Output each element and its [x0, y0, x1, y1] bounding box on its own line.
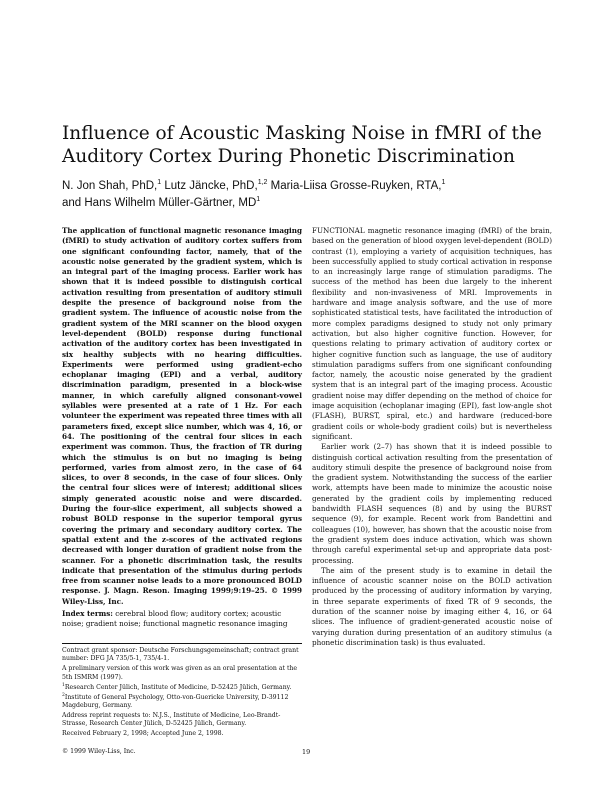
footnote-mark: 2	[62, 692, 65, 698]
author-affiliation-mark: 1	[256, 196, 261, 204]
footnote-text: Contract grant sponsor: Deutsche Forschungsgemeinschaft; contract grant number: DFG JA 735/5-1, 735/4-1.	[62, 647, 299, 663]
footnote-address	[62, 712, 302, 729]
abstract: The application of functional magnetic resonance imaging (fMRI) to study activation of auditory cortex suffers from one significant confounding factor, namely, that of the acoustic noise generated by the gradient system, which is an integral part of the imaging process. Earlier work has shown that it is indeed possible to distinguish cortical activation resulting from presentation of auditory stimuli despite the presence of background noise from the gradient system. The influence of acoustic noise from the gradient system of the MRI scanner on the blood oxygen level-dependent (BOLD) response during functional activation of the auditory cortex has been investigated in six healthy subjects with no hearing difficulties. Experiments were performed using gradient-echo echoplanar imaging (EPI) and a verbal, auditory discrimination paradigm, presented in a block-wise manner, in which carefully aligned consonant-vowel syllables were presented at a rate of 1 Hz. For each volunteer the experiment was repeated three times with all parameters fixed, except slice number, which was 4, 16, or 64. The positioning of the central four slices in each experiment was common. Thus, the fraction of TR during which the stimulus is on but no imaging is being performed, varies from almost zero, in the case of 64 slices, to over 8 seconds, in the case of four slices. Only the central four slices were of interest; additional slices simply generated acoustic noise and were discarded. During the four-slice experiment, all subjects showed a robust BOLD response in the superior temporal gyrus covering the primary and secondary auditory cortex. The spatial extent and the z-scores of the activated regions decreased with longer duration of gradient noise from the scanner. For a phonetic discrimination task, the results indicate that presentation of the stimulus during periods free from scanner noise leads to a more pronounced BOLD response. J. Magn. Reson. Imaging 1999;9:19–25. © 1999 Wiley-Liss, Inc.	[62, 226, 302, 606]
footnote-grant	[62, 647, 302, 664]
copyright-notice: © 1999 Wiley-Liss, Inc.	[62, 748, 136, 755]
footnote-affiliation-1	[62, 684, 302, 692]
index-terms-text: cerebral blood flow; auditory cortex; acoustic noise; gradient noise; functional magnetic resonance imaging	[62, 608, 288, 629]
body-paragraph: Earlier work (2–7) has shown that it is indeed possible to distinguish cortical activation resulting from the presentation of auditory stimuli despite the presence of background noise from the gradient system. Notwithstanding the success of the earlier work, attempts have been made to minimize the acoustic noise generated by the gradient coils by implementing reduced bandwidth FLASH sequences (8) and by using the BURST sequence (9), for example. Recent work from Bandettini and colleagues (10), however, has shown that the acoustic noise from the gradient system does induce activation, which was shown through careful experimental set-up and appropriate data post-processing.	[312, 442, 552, 565]
page-number: 19	[302, 748, 311, 756]
author-name: Maria-Liisa Grosse-Ruyken, RTA,	[270, 180, 442, 192]
index-terms	[62, 609, 302, 630]
footnote-mark: 1	[62, 682, 65, 688]
left-column	[62, 226, 302, 630]
footnote-text: Research Center Jülich, Institute of Medicine, D-52425 Jülich, Germany.	[64, 683, 292, 691]
author-affiliation-mark: 1	[441, 179, 446, 187]
article-title: Influence of Acoustic Masking Noise in fMRI of the Auditory Cortex During Phonetic Discrimination	[62, 123, 542, 167]
author-name: Lutz Jäncke, PhD,	[164, 180, 258, 192]
footnote-affiliation-2	[62, 694, 302, 711]
author-list	[62, 178, 562, 212]
author-affiliation-mark: 1,2	[257, 179, 268, 187]
footnote-text: Received February 2, 1998; Accepted June 2, 1998.	[62, 730, 224, 738]
body-paragraph: The aim of the present study is to examine in detail the influence of acoustic scanner noise on the BOLD activation produced by the processing of auditory information by varying, in three separate experiments of fixed TR of 9 seconds, the duration of the scanner noise by imaging either 4, 16, or 64 slices. The influence of gradient-generated acoustic noise of varying duration during presentation of an auditory stimulus (a phonetic discrimination task) is thus evaluated.	[312, 565, 552, 647]
footnote-divider	[62, 643, 302, 644]
footnote-presentation	[62, 665, 302, 682]
footnote-dates	[62, 730, 302, 738]
author-affiliation-mark: 1	[157, 179, 162, 187]
footnote-text: A preliminary version of this work was given as an oral presentation at the 5th ISMRM (1997).	[62, 665, 298, 681]
body-paragraph: FUNCTIONAL magnetic resonance imaging (fMRI) of the brain, based on the generation of blood oxygen level-dependent (BOLD) contrast (1), employing a variety of acquisition techniques, has been successfully applied to study cortical activation in response to an increasingly large range of stimulation paradigms. The success of the method has been due largely to the inherent flexibility and non-invasiveness of MRI. Improvements in hardware and image analysis software, and the use of more sophisticated statistical tests, have facilitated the introduction of more complex paradigms designed to study not only primary activation, but also higher cognitive function. However, for questions relating to primary activation of auditory cortex or higher cognitive function such as language, the use of auditory stimulation paradigms suffers from one significant confounding factor, namely, the acoustic noise generated by the gradient system that is an integral part of the imaging process. Acoustic gradient noise may differ depending on the method of choice for image acquisition (echoplanar imaging (EPI), fast low-angle shot (FLASH), BURST, spiral, etc.) and hardware (reduced-bore gradient coils or whole-body gradient coils) but is nevertheless significant.	[312, 226, 552, 441]
footnote-text: Institute of General Psychology, Otto-von-Guericke University, D-39112 Magdeburg, Germany.	[62, 693, 289, 709]
footnotes	[62, 643, 302, 740]
author-name: and Hans Wilhelm Müller-Gärtner, MD	[62, 197, 257, 209]
index-terms-label: Index terms:	[62, 608, 113, 618]
right-column	[312, 226, 552, 648]
footnote-text: Address reprint requests to: N.J.S., Institute of Medicine, Leo-Brandt-Strasse, Research Center Jülich, D-52425 Jülich, Germany.	[62, 711, 281, 728]
author-name: N. Jon Shah, PhD,	[62, 180, 158, 192]
